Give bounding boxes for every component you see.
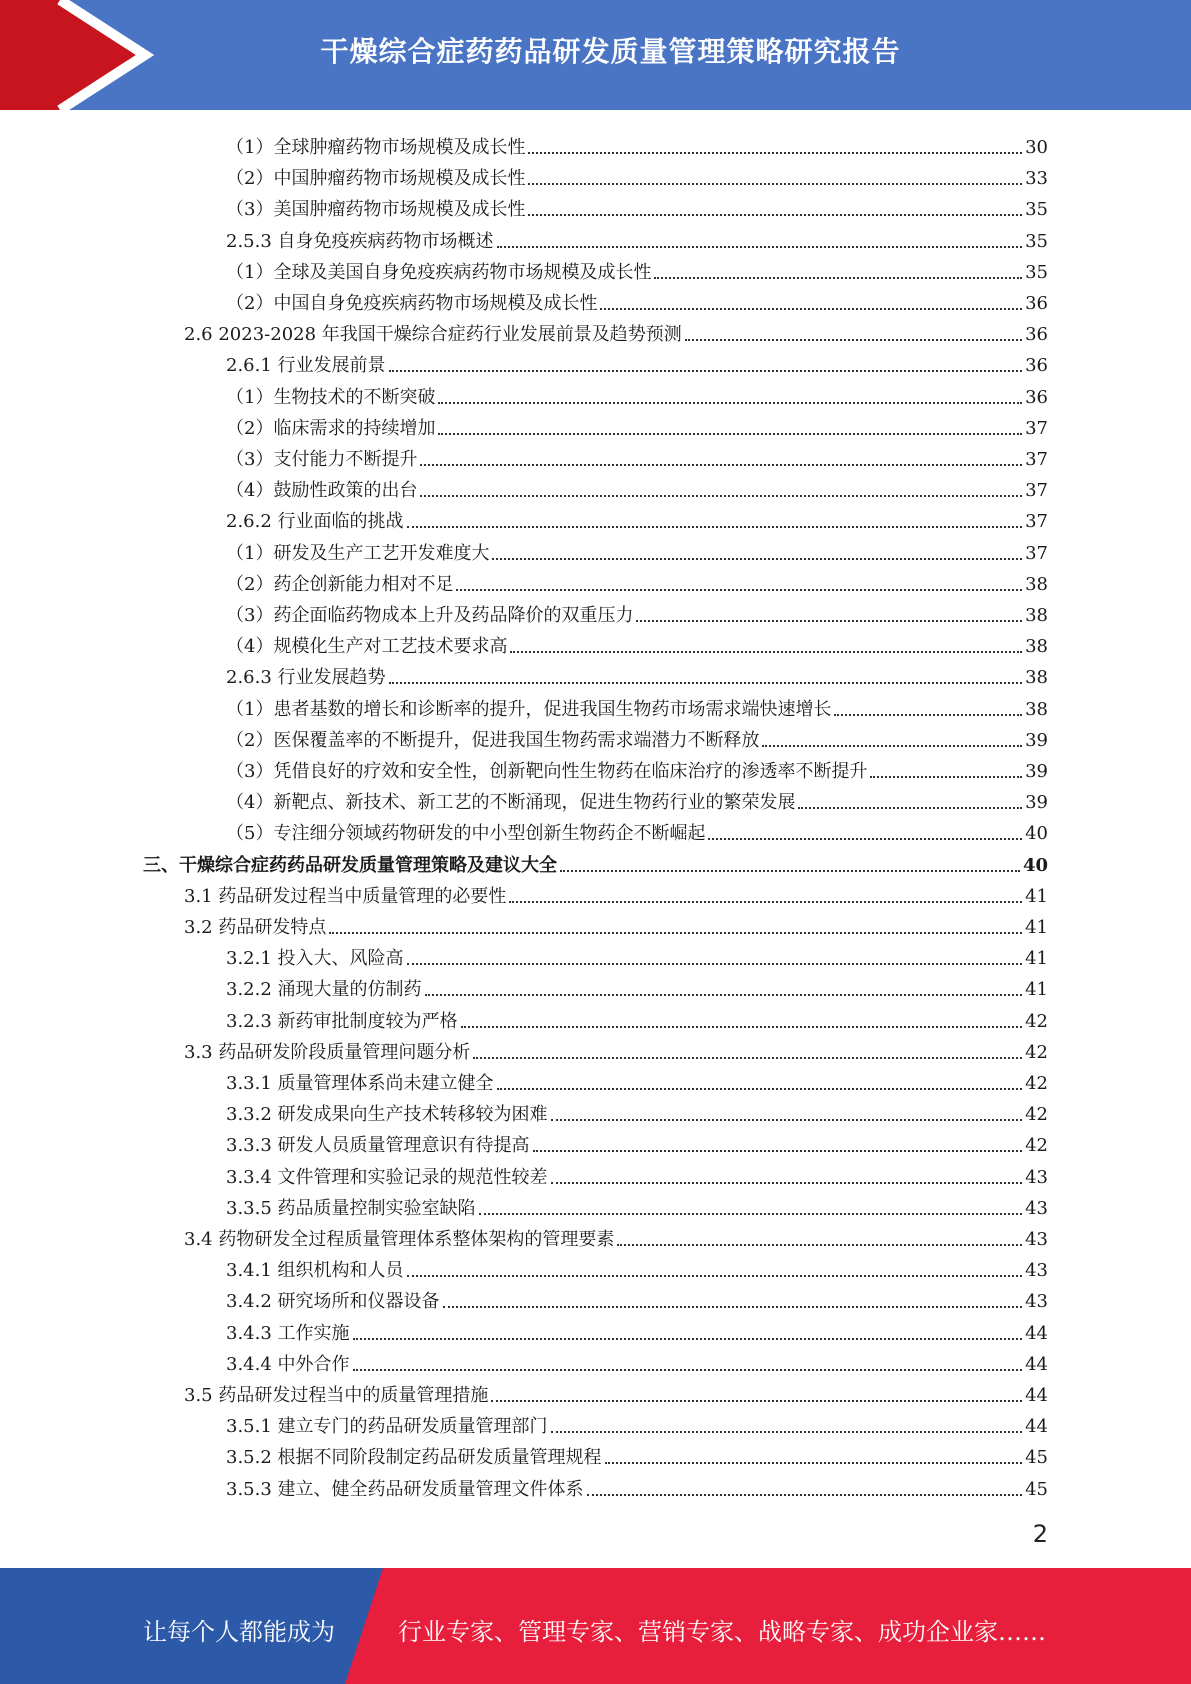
toc-entry-page: 42 (1025, 1041, 1048, 1063)
toc-entry-title: 3.4 药物研发全过程质量管理体系整体架构的管理要素 (184, 1229, 615, 1250)
toc-entry[interactable] (226, 939, 1048, 970)
toc-entry[interactable] (184, 1376, 1048, 1407)
toc-leader-dots (425, 994, 1023, 996)
toc-entry-page: 37 (1025, 542, 1048, 564)
toc-entry[interactable] (226, 222, 1048, 253)
toc-entry-title: 3.3.1 质量管理体系尚未建立健全 (226, 1073, 494, 1094)
toc-entry-title: （2）中国自身免疫疾病药物市场规模及成长性 (226, 293, 598, 314)
toc-entry-title: （1）研发及生产工艺开发难度大 (226, 542, 490, 564)
page-footer (0, 1568, 1191, 1684)
toc-entry-title: （4）新靶点、新技术、新工艺的不断涌现，促进生物药行业的繁荣发展 (226, 792, 796, 814)
toc-leader-dots (528, 152, 1022, 154)
toc-entry[interactable] (184, 908, 1048, 939)
toc-entry-title: 3.1 药品研发过程当中质量管理的必要性 (184, 885, 507, 907)
toc-entry[interactable] (226, 1282, 1048, 1313)
toc-leader-dots (708, 838, 1022, 840)
toc-entry-title: 2.5.3 自身免疫疾病药物市场概述 (226, 230, 494, 252)
toc-leader-dots (456, 589, 1022, 591)
toc-entry-title: 2.6.1 行业发展前景 (226, 355, 386, 377)
toc-entry-title: （5）专注细分领域药物研发的中小型创新生物药企不断崛起 (226, 823, 706, 845)
toc-entry-title: 3.3.2 研发成果向生产技术转移较为困难 (226, 1104, 548, 1126)
toc-leader-dots (834, 714, 1022, 716)
toc-leader-dots (353, 1338, 1023, 1340)
toc-entry[interactable] (184, 1033, 1048, 1064)
toc-leader-dots (685, 339, 1022, 341)
toc-leader-dots (762, 745, 1022, 747)
toc-entry-title: （2）临床需求的持续增加 (226, 417, 436, 439)
toc-entry[interactable] (226, 471, 1048, 502)
toc-leader-dots (492, 558, 1022, 560)
toc-entry-page: 42 (1025, 1010, 1048, 1032)
toc-entry[interactable] (184, 1220, 1048, 1251)
toc-entry-title: 3.2.1 投入大、风险高 (226, 948, 404, 970)
toc-entry-page: 35 (1025, 230, 1048, 252)
toc-leader-dots (407, 526, 1023, 528)
toc-entry-page: 44 (1025, 1322, 1048, 1344)
toc-entry-page: 42 (1025, 1073, 1048, 1094)
toc-leader-dots (551, 1182, 1023, 1184)
toc-entry[interactable] (226, 1407, 1048, 1438)
toc-entry[interactable] (226, 253, 1048, 284)
toc-entry-page: 44 (1025, 1353, 1048, 1375)
toc-entry-page: 38 (1025, 605, 1048, 626)
toc-entry-title: （1）患者基数的增长和诊断率的提升，促进我国生物药市场需求端快速增长 (226, 698, 832, 720)
toc-entry-page: 36 (1025, 355, 1048, 377)
toc-entry-page: 38 (1025, 573, 1048, 595)
toc-entry-title: 2.6 2023-2028 年我国干燥综合症药行业发展前景及趋势预测 (184, 324, 682, 346)
toc-entry-title: （2）医保覆盖率的不断提升，促进我国生物药需求端潜力不断释放 (226, 729, 760, 751)
toc-entry[interactable] (226, 128, 1048, 159)
toc-entry-page: 44 (1025, 1416, 1048, 1438)
toc-entry-title: 3.3.4 文件管理和实验记录的规范性较差 (226, 1166, 548, 1188)
toc-leader-dots (636, 620, 1022, 622)
toc-leader-dots (798, 807, 1022, 809)
toc-entry[interactable] (226, 440, 1048, 471)
report-title: 干燥综合症药药品研发质量管理策略研究报告 (320, 35, 901, 68)
toc-entry-title: 3.5.3 建立、健全药品研发质量管理文件体系 (226, 1478, 584, 1500)
toc-entry-page: 45 (1025, 1447, 1048, 1469)
toc-entry-page: 38 (1025, 636, 1048, 658)
toc-entry[interactable] (226, 658, 1048, 689)
toc-entry-page: 37 (1025, 511, 1048, 533)
toc-entry-title: （3）美国肿瘤药物市场规模及成长性 (226, 199, 526, 221)
toc-leader-dots (605, 1462, 1023, 1464)
toc-entry-page: 43 (1025, 1291, 1048, 1313)
toc-leader-dots (870, 776, 1022, 778)
toc-entry-page: 38 (1025, 698, 1048, 720)
toc-entry-page: 43 (1025, 1260, 1048, 1282)
toc-entry-title: 3.2.3 新药审批制度较为严格 (226, 1010, 458, 1032)
toc-leader-dots (600, 308, 1022, 310)
toc-entry-page: 42 (1025, 1104, 1048, 1126)
toc-entry-title: 2.6.2 行业面临的挑战 (226, 511, 404, 533)
toc-leader-dots (528, 214, 1022, 216)
toc-entry-title: 3.2 药品研发特点 (184, 917, 327, 938)
toc-leader-dots (491, 1400, 1022, 1402)
toc-entry-page: 43 (1025, 1229, 1048, 1250)
toc-entry[interactable] (226, 284, 1048, 315)
toc-entry-page: 44 (1025, 1385, 1048, 1406)
toc-leader-dots (353, 1369, 1023, 1371)
toc-leader-dots (587, 1494, 1023, 1496)
toc-entry-page: 36 (1025, 293, 1048, 314)
toc-entry-title: 3.5 药品研发过程当中的质量管理措施 (184, 1385, 489, 1406)
toc-entry[interactable] (226, 1095, 1048, 1126)
toc-entry-title: （3）药企面临药物成本上升及药品降价的双重压力 (226, 605, 634, 626)
toc-entry[interactable] (226, 378, 1048, 409)
toc-entry[interactable] (226, 690, 1048, 721)
toc-leader-dots (329, 932, 1022, 934)
toc-leader-dots (497, 1088, 1023, 1090)
toc-entry-page: 45 (1025, 1478, 1048, 1500)
toc-leader-dots (509, 901, 1022, 903)
toc-leader-dots (473, 1057, 1022, 1059)
toc-entry[interactable] (226, 502, 1048, 533)
page-number: 2 (1032, 1520, 1048, 1548)
toc-entry[interactable] (226, 814, 1048, 845)
toc-entry[interactable] (226, 1189, 1048, 1220)
toc-entry-title: （1）全球及美国自身免疫疾病药物市场规模及成长性 (226, 261, 652, 283)
toc-entry[interactable] (226, 783, 1048, 814)
toc-leader-dots (389, 370, 1023, 372)
toc-entry-title: 3.4.2 研究场所和仪器设备 (226, 1291, 440, 1313)
toc-entry-page: 43 (1025, 1166, 1048, 1188)
toc-entry[interactable] (226, 1126, 1048, 1157)
toc-entry-title: （2）中国肿瘤药物市场规模及成长性 (226, 168, 526, 190)
toc-leader-dots (407, 1275, 1023, 1277)
toc-entry[interactable] (226, 1345, 1048, 1376)
toc-entry[interactable] (226, 1251, 1048, 1282)
toc-entry[interactable] (226, 1470, 1048, 1501)
toc-entry-page: 33 (1025, 168, 1048, 190)
toc-leader-dots (420, 495, 1022, 497)
toc-leader-dots (551, 1431, 1023, 1433)
toc-entry[interactable] (226, 565, 1048, 596)
toc-entry-title: （4）鼓励性政策的出台 (226, 480, 418, 502)
toc-entry[interactable] (226, 627, 1048, 658)
toc-entry-title: 3.5.2 根据不同阶段制定药品研发质量管理规程 (226, 1447, 602, 1469)
toc-leader-dots (438, 402, 1022, 404)
toc-entry-title: 2.6.3 行业发展趋势 (226, 667, 386, 689)
toc-leader-dots (654, 277, 1022, 279)
toc-entry-title: 三、干燥综合症药药品研发质量管理策略及建议大全 (143, 854, 557, 876)
toc-entry[interactable] (226, 409, 1048, 440)
toc-entry[interactable] (226, 159, 1048, 190)
toc-entry-page: 39 (1025, 729, 1048, 751)
toc-entry-page: 38 (1025, 667, 1048, 689)
toc-entry-title: （3）凭借良好的疗效和安全性，创新靶向性生物药在临床治疗的渗透率不断提升 (226, 761, 868, 782)
toc-entry-page: 37 (1025, 480, 1048, 502)
toc-entry[interactable] (226, 1158, 1048, 1189)
toc-leader-dots (479, 1213, 1023, 1215)
toc-entry[interactable] (143, 846, 1048, 877)
toc-entry[interactable] (226, 1002, 1048, 1033)
toc-leader-dots (560, 870, 1020, 872)
toc-entry[interactable] (226, 1064, 1048, 1095)
toc-leader-dots (438, 433, 1022, 435)
toc-entry-page: 41 (1025, 917, 1048, 938)
toc-entry[interactable] (184, 877, 1048, 908)
toc-entry-title: 3.3.3 研发人员质量管理意识有待提高 (226, 1135, 530, 1157)
toc-leader-dots (533, 1150, 1023, 1152)
toc-entry-page: 41 (1025, 885, 1048, 907)
toc-entry-title: 3.3.5 药品质量控制实验室缺陷 (226, 1197, 476, 1219)
toc-entry-title: （1）全球肿瘤药物市场规模及成长性 (226, 137, 526, 158)
toc-entry[interactable] (226, 752, 1048, 783)
toc-entry-title: 3.4.1 组织机构和人员 (226, 1260, 404, 1282)
toc-entry-title: 3.4.4 中外合作 (226, 1353, 350, 1375)
toc-entry-page: 41 (1025, 979, 1048, 1001)
toc-entry-page: 39 (1025, 792, 1048, 814)
toc-leader-dots (420, 464, 1022, 466)
toc-entry[interactable] (226, 1314, 1048, 1345)
toc-leader-dots (443, 1306, 1023, 1308)
toc-leader-dots (551, 1119, 1023, 1121)
toc-entry-page: 37 (1025, 417, 1048, 439)
toc-entry-page: 30 (1025, 137, 1048, 158)
toc-leader-dots (461, 1026, 1023, 1028)
toc-leader-dots (528, 183, 1022, 185)
toc-entry[interactable] (226, 970, 1048, 1001)
toc-entry[interactable] (184, 315, 1048, 346)
footer-slogan-right: 行业专家、管理专家、营销专家、战略专家、成功企业家…… (398, 1618, 1046, 1646)
page-header (0, 0, 1191, 110)
toc-leader-dots (617, 1244, 1022, 1246)
toc-entry-page: 37 (1025, 449, 1048, 470)
toc-entry-page: 35 (1025, 261, 1048, 283)
toc-entry-page: 39 (1025, 761, 1048, 782)
footer-slogan-left: 让每个人都能成为 (143, 1618, 335, 1646)
toc-entry-page: 36 (1025, 386, 1048, 408)
toc-entry-title: （1）生物技术的不断突破 (226, 386, 436, 408)
toc-entry-page: 43 (1025, 1197, 1048, 1219)
toc-entry-title: （3）支付能力不断提升 (226, 449, 418, 470)
toc-entry-title: 3.5.1 建立专门的药品研发质量管理部门 (226, 1416, 548, 1438)
toc-entry-page: 35 (1025, 199, 1048, 221)
toc-leader-dots (510, 651, 1022, 653)
toc-entry-title: 3.3 药品研发阶段质量管理问题分析 (184, 1041, 471, 1063)
toc-entry-page: 40 (1022, 854, 1048, 876)
toc-entry-title: 3.2.2 涌现大量的仿制药 (226, 979, 422, 1001)
toc-entry-page: 40 (1025, 823, 1048, 845)
toc-leader-dots (389, 682, 1023, 684)
toc-entry-page: 42 (1025, 1135, 1048, 1157)
toc-entry[interactable] (226, 1438, 1048, 1469)
toc-entry-page: 36 (1025, 324, 1048, 346)
toc-entry[interactable] (226, 346, 1048, 377)
toc-leader-dots (407, 963, 1023, 965)
toc-leader-dots (497, 246, 1023, 248)
toc-entry[interactable] (226, 534, 1048, 565)
toc-entry-title: （2）药企创新能力相对不足 (226, 573, 454, 595)
toc-entry[interactable] (226, 721, 1048, 752)
toc-entry[interactable] (226, 190, 1048, 221)
toc-entry-title: 3.4.3 工作实施 (226, 1322, 350, 1344)
toc-entry-title: （4）规模化生产对工艺技术要求高 (226, 636, 508, 658)
toc-entry[interactable] (226, 596, 1048, 627)
toc-entry-page: 41 (1025, 948, 1048, 970)
